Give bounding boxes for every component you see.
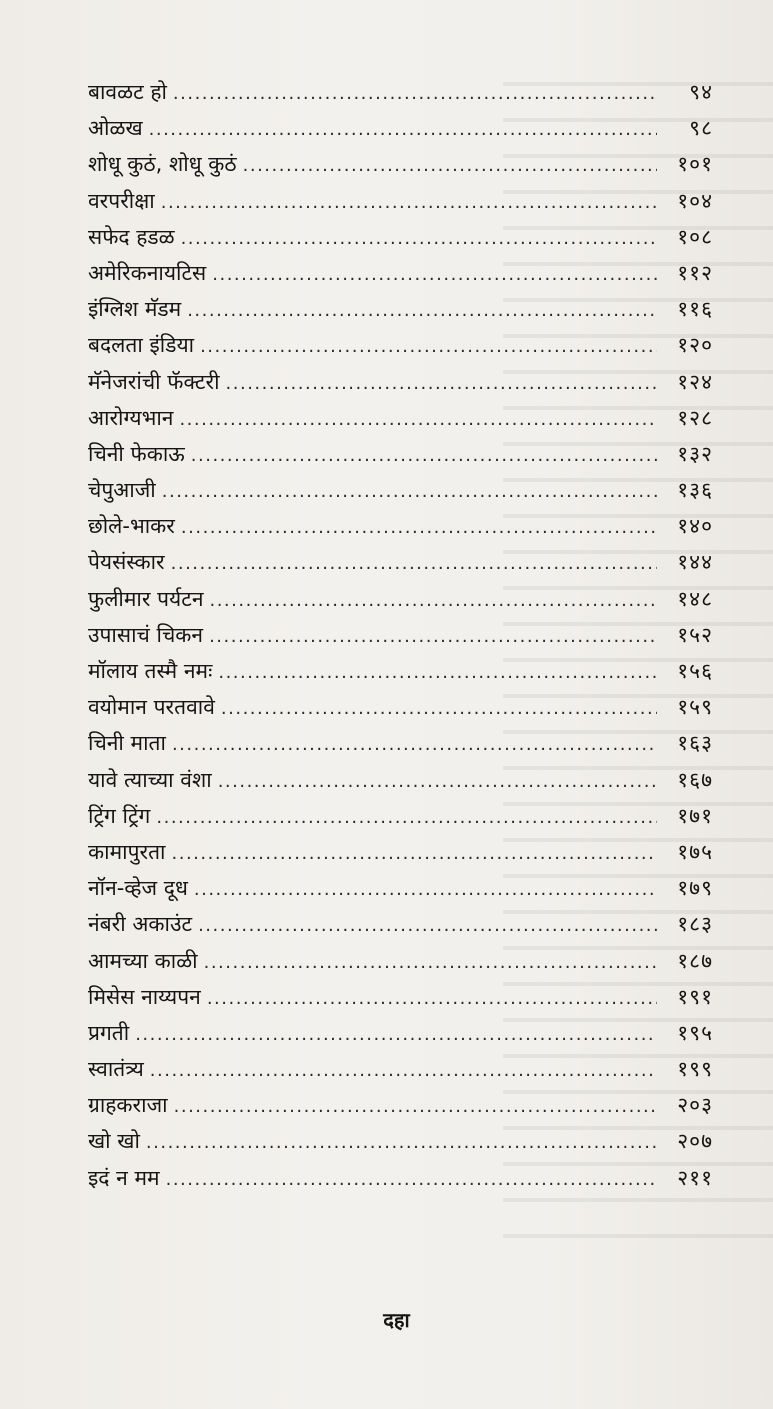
toc-entry xyxy=(88,110,713,146)
toc-entry-title: अमेरिकनायटिस xyxy=(88,260,207,285)
toc-entry-title: चिनी माता xyxy=(88,731,166,756)
toc-entry-page-number: १३६ xyxy=(677,478,713,503)
toc-entry-page-number: १५२ xyxy=(677,622,713,647)
dot-leader xyxy=(161,185,657,221)
toc-entry-title: उपासाचं चिकन xyxy=(88,622,204,647)
toc-entry-page-number: २०३ xyxy=(677,1093,713,1118)
dot-leader xyxy=(150,1053,657,1089)
dot-leader xyxy=(179,402,657,438)
toc-entry xyxy=(88,327,713,363)
toc-entry-page-number: ९८ xyxy=(689,116,713,141)
toc-entry-page-number: १५६ xyxy=(677,659,713,683)
dot-leader xyxy=(198,908,657,944)
toc-entry-page-number: १९५ xyxy=(677,1020,713,1045)
dot-leader xyxy=(149,112,657,148)
toc-entry xyxy=(88,1123,713,1159)
dot-leader xyxy=(200,329,657,365)
toc-entry-title: वरपरीक्षा xyxy=(88,188,155,213)
toc-entry-page-number: १३२ xyxy=(677,441,713,466)
toc-entry xyxy=(88,508,713,544)
dot-leader xyxy=(187,293,657,329)
toc-entry xyxy=(88,255,713,291)
toc-entry-title: बावळट हो xyxy=(88,80,167,104)
dot-leader xyxy=(181,510,657,546)
page-folio: दहा xyxy=(383,1308,410,1332)
toc-entry-title: फुलीमार पर्यटन xyxy=(88,586,204,611)
dot-leader xyxy=(212,257,657,293)
dot-leader xyxy=(135,1017,657,1053)
toc-entry xyxy=(88,653,713,689)
toc-entry-title: इदं न मम xyxy=(88,1165,160,1190)
toc-entry xyxy=(88,834,713,870)
toc-entry xyxy=(88,870,713,906)
dot-leader xyxy=(191,438,657,474)
toc-entry-title: यावे त्याच्या वंशा xyxy=(88,767,212,792)
toc-entry-page-number: ११६ xyxy=(677,297,713,322)
toc-entry-title: शोधू कुठं, शोधू कुठं xyxy=(88,152,237,177)
toc-entry-title: आरोग्यभान xyxy=(88,405,174,430)
dot-leader xyxy=(172,836,658,872)
toc-entry-title: मॉलाय तस्मै नमः xyxy=(88,659,213,683)
dot-leader xyxy=(221,691,657,727)
toc-entry-page-number: २०७ xyxy=(677,1129,713,1154)
dot-leader xyxy=(218,655,657,691)
toc-entry-page-number: १८७ xyxy=(677,948,713,973)
toc-entry-page-number: ११२ xyxy=(677,260,713,285)
dot-leader xyxy=(209,583,657,619)
toc-entry-title: सफेद हडळ xyxy=(88,224,175,249)
toc-entry-page-number: १२४ xyxy=(677,369,713,394)
toc-entry xyxy=(88,74,713,110)
toc-entry-page-number: १७९ xyxy=(677,876,713,901)
toc-entry-page-number: १४८ xyxy=(677,586,713,611)
toc-entry-title: चेपुआजी xyxy=(88,478,156,503)
dot-leader xyxy=(207,981,657,1017)
dot-leader xyxy=(194,872,657,908)
toc-entry-page-number: १६७ xyxy=(677,767,713,792)
toc-entry-title: कामापुरता xyxy=(88,839,166,864)
toc-entry-page-number: २११ xyxy=(677,1165,713,1190)
toc-entry-page-number: १५९ xyxy=(677,695,713,720)
dot-leader xyxy=(166,1162,657,1198)
toc-entry xyxy=(88,291,713,327)
toc-entry xyxy=(88,544,713,580)
toc-entry xyxy=(88,617,713,653)
dot-leader xyxy=(209,619,657,655)
toc-entry-title: वयोमान परतवावे xyxy=(88,695,215,720)
toc-entry-page-number: ९४ xyxy=(689,80,713,104)
toc-entry-page-number: १९९ xyxy=(677,1057,713,1082)
toc-entry-title: नंबरी अकाउंट xyxy=(88,912,193,937)
toc-entry-page-number: १९१ xyxy=(677,984,713,1009)
toc-entry-title: ग्राहकराजा xyxy=(88,1093,168,1118)
toc-entry-page-number: १८३ xyxy=(677,912,713,937)
toc-entry xyxy=(88,979,713,1015)
toc-entry-page-number: १४० xyxy=(677,514,713,539)
dot-leader xyxy=(174,1089,657,1125)
toc-entry xyxy=(88,183,713,219)
toc-entry-title: स्वातंत्र्य xyxy=(88,1057,144,1082)
toc-entry-page-number: १४४ xyxy=(677,550,713,575)
toc-entry xyxy=(88,762,713,798)
toc-entry xyxy=(88,689,713,725)
toc-entry-title: खो खो xyxy=(88,1129,140,1154)
toc-entry xyxy=(88,1015,713,1051)
dot-leader xyxy=(226,366,657,402)
toc-entry-title: ओळख xyxy=(88,116,143,141)
toc-entry-title: नॉन-व्हेज दूध xyxy=(88,876,188,901)
dot-leader xyxy=(243,148,657,184)
toc-entry-page-number: १२८ xyxy=(677,405,713,430)
toc-entry-title: प्रगती xyxy=(88,1020,130,1045)
toc-entry xyxy=(88,943,713,979)
dot-leader xyxy=(171,546,657,582)
toc-entry-page-number: १२० xyxy=(677,333,713,358)
toc-entry-title: ट्रिंग ट्रिंग xyxy=(88,803,151,828)
dot-leader xyxy=(156,800,657,836)
dot-leader xyxy=(162,474,657,510)
toc-entry xyxy=(88,1160,713,1196)
toc-entry xyxy=(88,400,713,436)
toc-entry xyxy=(88,146,713,182)
dot-leader xyxy=(172,727,657,763)
toc-entry-title: आमच्या काळी xyxy=(88,948,198,973)
toc-entry xyxy=(88,906,713,942)
toc-entry-page-number: १७१ xyxy=(677,803,713,828)
toc-entry xyxy=(88,581,713,617)
toc-entry xyxy=(88,1087,713,1123)
toc-entry xyxy=(88,1051,713,1087)
dot-leader xyxy=(173,76,657,112)
toc-entry-title: चिनी फेकाऊ xyxy=(88,441,185,466)
toc-entry xyxy=(88,436,713,472)
toc-entry-title: पेयसंस्कार xyxy=(88,550,165,575)
dot-leader xyxy=(218,764,657,800)
toc-entry-page-number: १०८ xyxy=(677,224,713,249)
toc-entry xyxy=(88,472,713,508)
dot-leader xyxy=(146,1125,657,1161)
toc-entry-page-number: १७५ xyxy=(677,839,713,864)
toc-entry-page-number: १०४ xyxy=(677,188,713,213)
toc-entry-title: बदलता इंडिया xyxy=(88,333,195,358)
dot-leader xyxy=(181,221,657,257)
toc-entry-title: छोले-भाकर xyxy=(88,514,175,539)
toc-entry-page-number: १०१ xyxy=(677,152,713,177)
toc-entry xyxy=(88,364,713,400)
dot-leader xyxy=(204,945,657,981)
toc-entry-title: मॅनेजरांची फॅक्टरी xyxy=(88,369,220,394)
toc-entry xyxy=(88,725,713,761)
toc-entry xyxy=(88,798,713,834)
toc-entry-title: इंग्लिश मॅडम xyxy=(88,297,182,322)
toc-entry-title: मिसेस नाय्यपन xyxy=(88,984,201,1009)
table-of-contents xyxy=(88,74,713,1196)
toc-entry-page-number: १६३ xyxy=(677,731,713,756)
toc-entry xyxy=(88,219,713,255)
